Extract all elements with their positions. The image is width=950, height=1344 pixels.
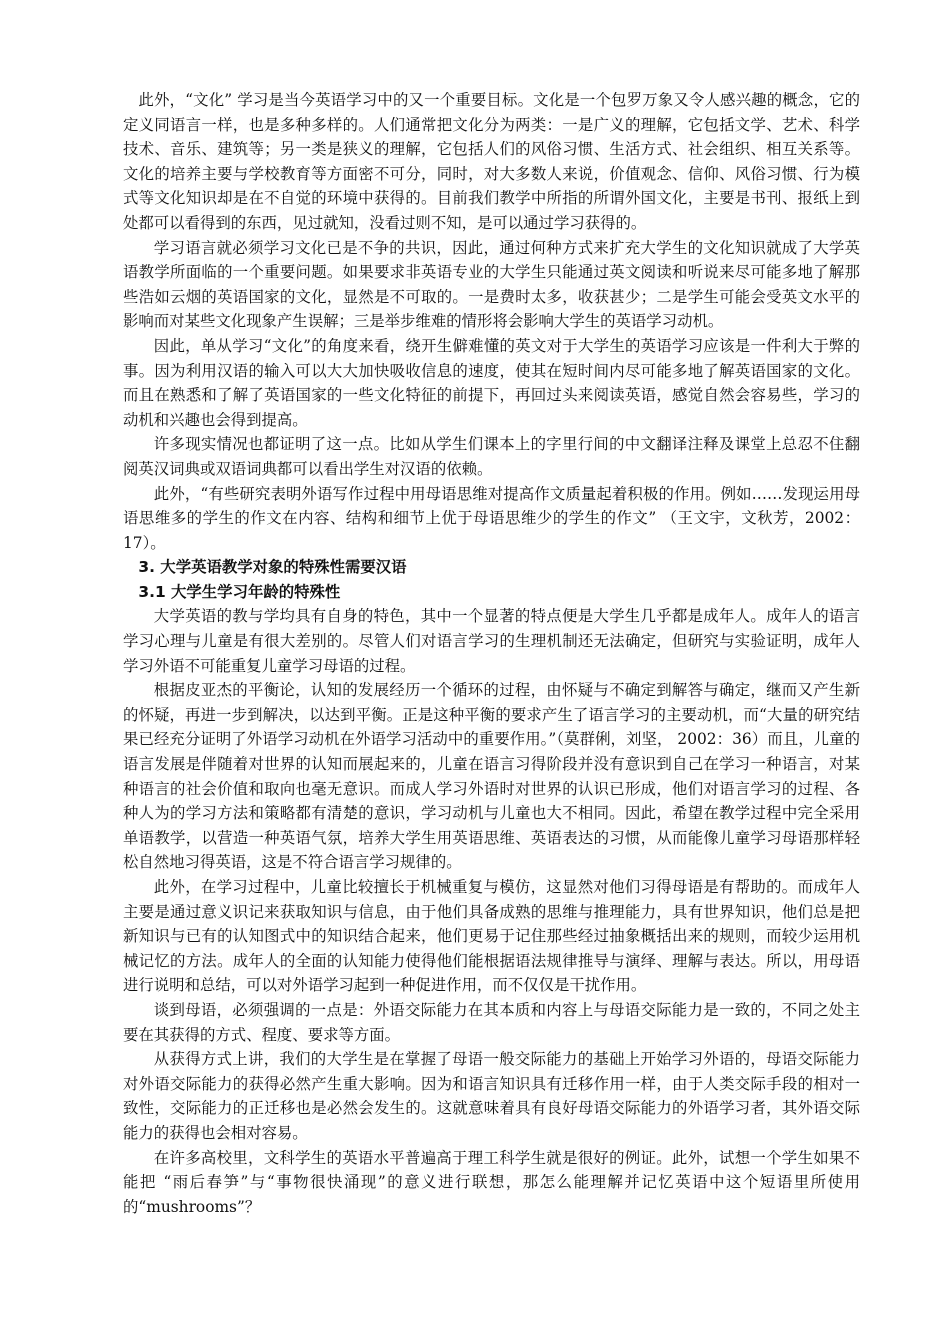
paragraph-piaget-theory: 根据皮亚杰的平衡论，认知的发展经历一个循环的过程，由怀疑与不确定到解答与确定，继而又产生新的怀疑，再进一步到解决，以达到平衡。正是这种平衡的要求产生了语言学习的主要动机，而“大量的研究结果已经充分证明了外语学习动机在外语学习活动中的重要作用。”（莫群俐，刘坚， 2002：36）而且，儿童的语言发展是伴随着对世界的认知而展起来的，儿童在语言习得阶段并没有意识到自己在学习一种语言，对某种语言的社会价值和取向也毫无意识。而成人学习外语时对世界的认识已形成，他们对语言学习的过程、各种人为的学习方法和策略都有清楚的意识，学习动机与儿童也大不相同。因此，希望在教学过程中完全采用单语教学，以营造一种英语气氛，培养大学生用英语思维、英语表达的习惯，从而能像儿童学习母语那样轻松自然地习得英语，这是不符合语言学习规律的。	[123, 681, 860, 872]
subsection-heading: 3.1 大学生学习年龄的特殊性	[138, 582, 341, 601]
paragraph-learning-process: 此外，在学习过程中，儿童比较擅长于机械重复与模仿，这显然对他们习得母语是有帮助的。而成年人主要是通过意义识记来获取知识与信息，由于他们具备成熟的思维与推理能力，具有世界知识，他们总是把新知识与已有的认知图式中的知识结合起来，他们更易于记住那些经过抽象概括出来的规则，而较少运用机械记忆的方法。成年人的全面的认知能力使得他们能根据语法规律推导与演绎、理解与表达。所以，用母语进行说明和总结，可以对外语学习起到一种促进作用，而不仅仅是干扰作用。	[123, 878, 860, 995]
paragraph-culture-consensus: 学习语言就必须学习文化已是不争的共识，因此，通过何种方式来扩充大学生的文化知识就成了大学英语教学所面临的一个重要问题。如果要求非英语专业的大学生只能通过英文阅读和听说来尽可能多地了解那些浩如云烟的英语国家的文化，显然是不可取的。一是费时太多，收获甚少；二是学生可能会受英文水平的影响而对某些文化现象产生误解；三是举步维难的情形将会影响大学生的英语学习动机。	[123, 238, 860, 331]
paragraph-adult-learners: 大学英语的教与学均具有自身的特色，其中一个显著的特点便是大学生几乎都是成年人。成年人的语言学习心理与儿童是有很大差别的。尽管人们对语言学习的生理机制还无法确定，但研究与实验证明，成年人学习外语不可能重复儿童学习母语的过程。	[123, 607, 860, 675]
paragraph-example: 在许多高校里，文科学生的英语水平普遍高于理工科学生就是很好的例证。此外，试想一个学生如果不能把 “雨后春笋”与“事物很快涌现”的意义进行联想，那怎么能理解并记忆英语中这个短语里所使用的“mushrooms”？	[123, 1148, 860, 1216]
paragraph-culture-goal: 此外，“文化” 学习是当今英语学习中的又一个重要目标。文化是一个包罗万象又令人感兴趣的概念，它的定义同语言一样，也是多种多样的。人们通常把文化分为两类：一是广义的理解，它包括文学、艺术、科学技术、音乐、建筑等；另一类是狭义的理解，它包括人们的风俗习惯、生活方式、社会组织、相互关系等。文化的培养主要与学校教育等方面密不可分，同时，对大多数人来说，价值观念、信仰、风俗习惯、行为模式等文化知识却是在不自觉的环境中获得的。目前我们教学中所指的所谓外国文化，主要是书刊、报纸上到处都可以看得到的东西，见过就知，没看过则不知，是可以通过学习获得的。	[123, 91, 860, 232]
paragraph-mother-tongue: 谈到母语，必须强调的一点是：外语交际能力在其本质和内容上与母语交际能力是一致的，不同之处主要在其获得的方式、程度、要求等方面。	[123, 1000, 860, 1044]
paragraph-culture-perspective: 因此，单从学习“文化”的角度来看，绕开生僻难懂的英文对于大学生的英语学习应该是一件利大于弊的事。因为利用汉语的输入可以大大加快吸收信息的速度，使其在短时间内尽可能多地了解英语国家的文化。而且在熟悉和了解了英语国家的一些文化特征的前提下，再回过头来阅读英语，感觉自然会容易些，学习的动机和兴趣也会得到提高。	[123, 336, 860, 429]
paragraph-reality-evidence: 许多现实情况也都证明了这一点。比如从学生们课本上的字里行间的中文翻译注释及课堂上总忍不住翻阅英汉词典或双语词典都可以看出学生对汉语的依赖。	[123, 435, 860, 478]
paragraph-acquisition-method: 从获得方式上讲，我们的大学生是在掌握了母语一般交际能力的基础上开始学习外语的，母语交际能力对外语交际能力的获得必然产生重大影响。因为和语言知识具有迁移作用一样，由于人类交际手段的相对一致性，交际能力的正迁移也是必然会发生的。这就意味着具有良好母语交际能力的外语学习者，其外语交际能力的获得也会相对容易。	[123, 1050, 860, 1142]
document-page	[123, 88, 860, 1219]
paragraph-writing-research: 此外，“有些研究表明外语写作过程中用母语思维对提高作文质量起着积极的作用。例如……发现运用母语思维多的学生的作文在内容、结构和细节上优于母语思维少的学生的作文” （王文宇，文秋芳，2002：17）。	[123, 484, 860, 552]
section-heading: 3. 大学英语教学对象的特殊性需要汉语	[138, 558, 407, 577]
